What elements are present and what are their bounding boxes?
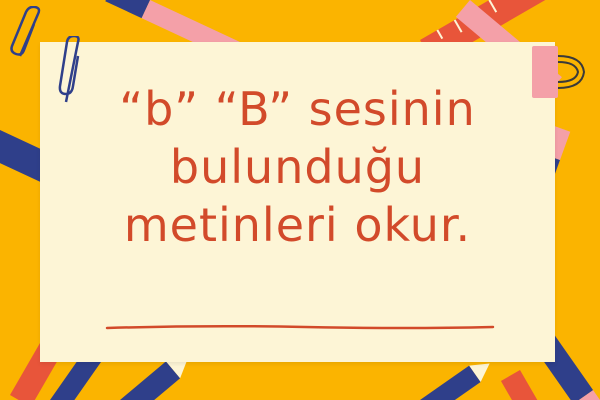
card-text	[40, 80, 555, 254]
card-line-3: metinleri okur.	[123, 198, 472, 252]
paperclip-icon	[8, 6, 48, 66]
card-line-1: “b” “B” sesinin	[119, 82, 476, 136]
underline-stroke	[105, 324, 495, 330]
card-line-2: bulunduğu	[169, 140, 426, 194]
